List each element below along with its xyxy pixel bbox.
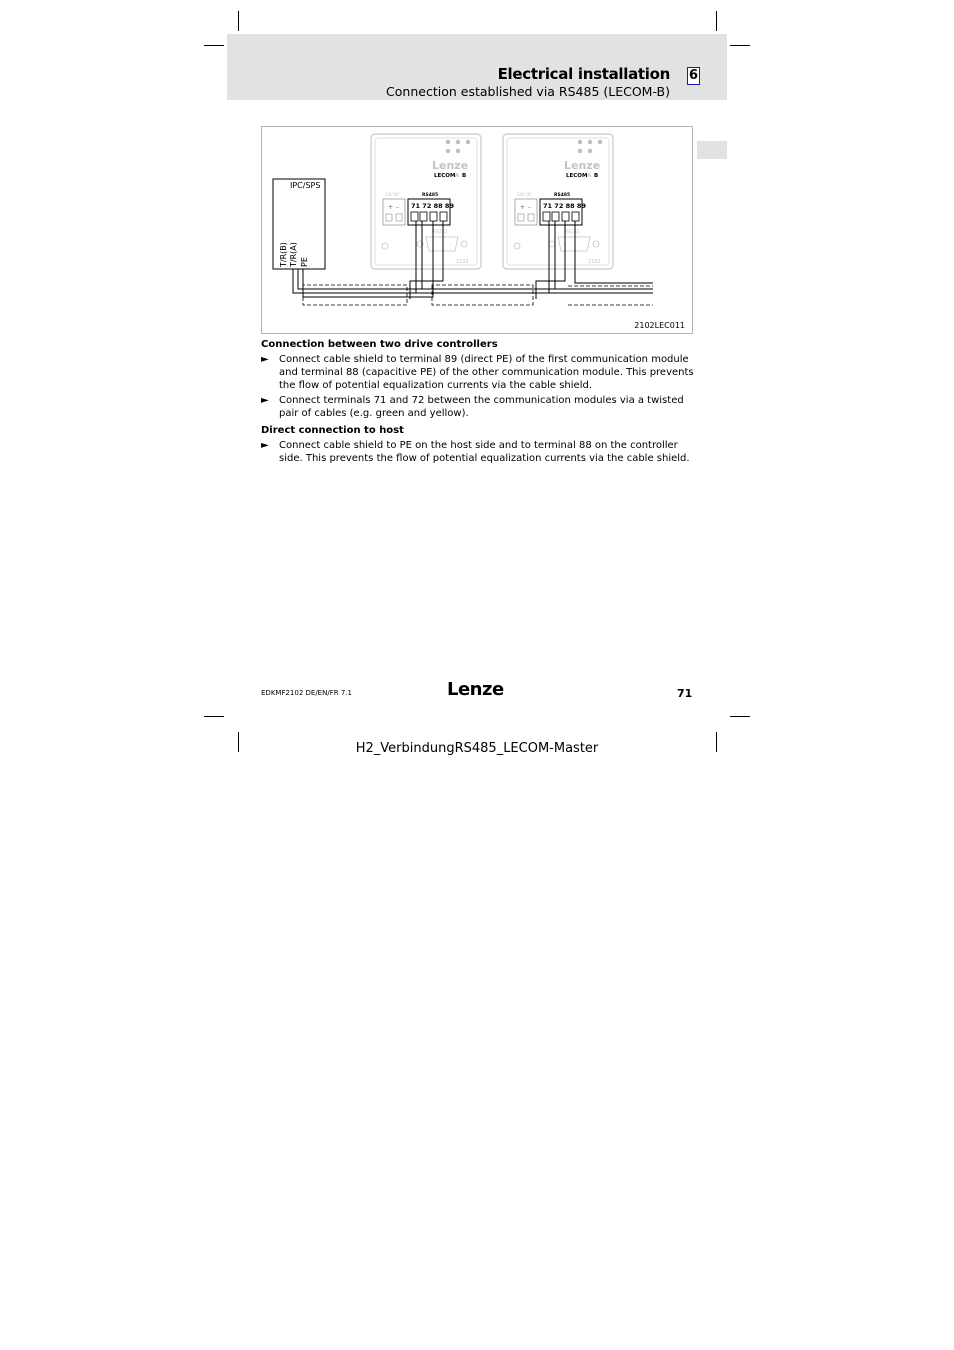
crop-mark xyxy=(238,11,239,31)
crop-mark xyxy=(730,45,750,46)
signal-tra-label: T/R(A) xyxy=(289,242,298,267)
bullet-text: Connect terminals 71 and 72 between the communication modules via a twisted pair of cables (e.g. green and yellow). xyxy=(279,395,684,419)
lenze-logo: Lenze xyxy=(447,679,504,700)
module-brand: Lenze xyxy=(432,159,469,172)
document-id: EDKMF2102 DE/EN/FR 7.1 xyxy=(261,689,352,697)
chapter-tab xyxy=(697,141,727,159)
header-band xyxy=(227,34,727,100)
module-lecom-label: LECOM xyxy=(434,173,456,179)
supply-plus: + xyxy=(388,204,394,211)
section-heading: Direct connection to host xyxy=(261,425,404,436)
module-number: 2102 xyxy=(456,259,469,265)
supply-label: 24V DC xyxy=(517,192,532,197)
rs232-label: RS232 xyxy=(433,230,448,235)
supply-label: 24V DC xyxy=(385,192,400,197)
module-lecom-b: B xyxy=(462,173,467,179)
page-caption: H2_VerbindungRS485_LECOM-Master xyxy=(355,741,599,756)
bullet-text: Connect cable shield to terminal 89 (direct PE) of the first communication module and terminal 88 (capacitive PE) of the other communication module. This prevents the flow of potential equalization currents via the cable shield. xyxy=(279,354,694,391)
crop-mark xyxy=(716,11,717,31)
section-heading: Connection between two drive controllers xyxy=(261,339,498,350)
crop-mark xyxy=(204,716,224,717)
terminal-numbers: 71 72 88 89 xyxy=(543,202,586,210)
bullet-text: Connect cable shield to PE on the host side and to terminal 88 on the controller side. This prevents the flow of potential equalization currents via the cable shield. xyxy=(279,440,690,464)
module-number: 2102 xyxy=(588,259,601,265)
bullet-arrow-icon: ► xyxy=(261,395,269,406)
section-subtitle: Connection established via RS485 (LECOM-B) xyxy=(386,84,670,99)
supply-minus: – xyxy=(528,204,531,211)
module-lecom-a: A xyxy=(587,173,592,179)
page-number: 71 xyxy=(677,687,693,700)
section-two-controllers xyxy=(261,338,695,418)
chapter-number[interactable]: 6 xyxy=(688,68,699,83)
rs485-label: RS485 xyxy=(422,193,439,198)
communication-module-2 xyxy=(503,134,613,269)
module-lecom-b: B xyxy=(594,173,599,179)
figure-id: 2102LEC011 xyxy=(634,321,685,330)
crop-mark xyxy=(730,716,750,717)
bullet-arrow-icon: ► xyxy=(261,354,269,365)
bullet-arrow-icon: ► xyxy=(261,440,269,451)
module-lecom-label: LECOM xyxy=(566,173,588,179)
cable-shield xyxy=(303,285,653,305)
host-label: IPC/SPS xyxy=(290,181,321,190)
wiring-diagram xyxy=(261,126,693,334)
supply-minus: – xyxy=(396,204,399,211)
signal-trb-label: T/R(B) xyxy=(279,242,288,267)
module-lecom-a: A xyxy=(455,173,460,179)
communication-module-1 xyxy=(371,134,481,269)
section-title: Electrical installation xyxy=(497,65,670,83)
supply-plus: + xyxy=(520,204,526,211)
section-direct-host xyxy=(261,424,695,468)
terminal-numbers: 71 72 88 89 xyxy=(411,202,454,210)
rs485-label: RS485 xyxy=(554,193,571,198)
module-brand: Lenze xyxy=(564,159,601,172)
crop-mark xyxy=(204,45,224,46)
signal-pe-label: PE xyxy=(300,257,309,267)
rs232-label: RS232 xyxy=(565,230,580,235)
